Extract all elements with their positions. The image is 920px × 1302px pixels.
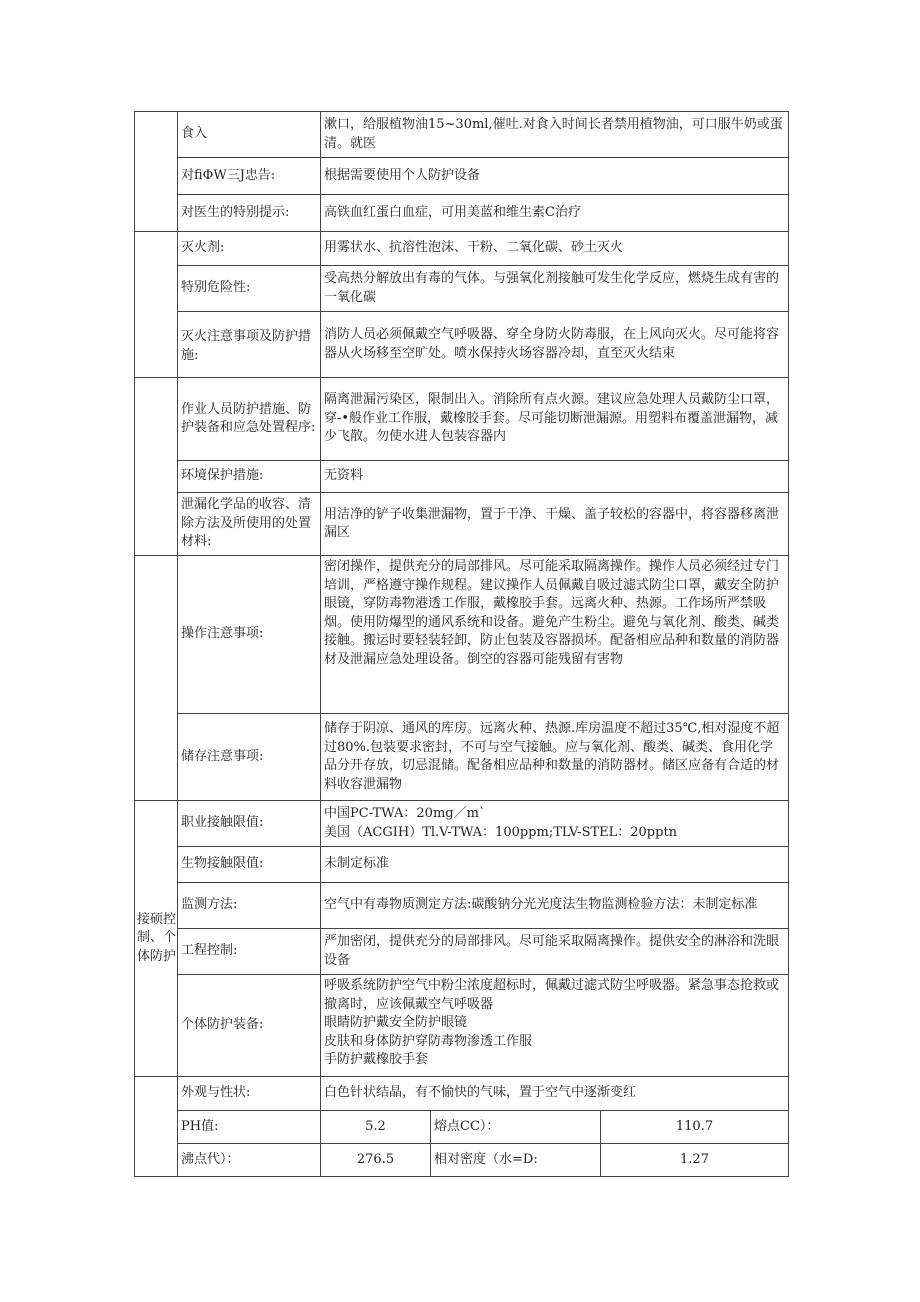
field-label: 对医生的特别提示: xyxy=(178,195,321,232)
section-physical-cell xyxy=(135,1077,178,1177)
table-row xyxy=(135,1077,789,1111)
section-handling-cell xyxy=(135,556,178,801)
msds-table xyxy=(134,111,789,1177)
value-line: 手防护戴橡胶手套 xyxy=(324,1052,429,1067)
field-label: 储存注意事项: xyxy=(178,714,321,801)
field-value: 密闭操作，提供充分的局部排风。尽可能采取隔离操作。操作人员必须经过专门培训，严格遵守操作规程。建议操作人员佩戴自吸过滤式防尘口罩，戴安全防护眼镜，穿防毒物港透工作服，戴橡胶手套。远离火种、热源。工作场所严禁吸烟。使用防爆型的通风系统和设备。避免产生粉尘。避免与氧化剂、酸类、碱类接触。搬运时要轻装轻卸，防止包装及容器损坏。配备相应品种和数量的消防器材及泄漏应急处理设备。倒空的容器可能残留有害物 xyxy=(321,556,789,714)
value-line: 呼吸系统防护空气中粉尘浓度超标时，佩戴过滤式防尘呼吸器。紧急事态抢救或撤离时，应该佩戴空气呼吸器 xyxy=(324,978,780,1012)
table-row xyxy=(135,801,789,847)
field-label: PH值: xyxy=(178,1111,321,1144)
melting-point-value: 110.7 xyxy=(601,1111,789,1144)
field-value: 空气中有毒物质测定方法:碳酸钠分光光度法生物监测检验方法：未制定标准 xyxy=(321,883,789,929)
section-exposure-title: 接硕控制、个体防护 xyxy=(137,911,177,964)
field-value: 无资料 xyxy=(321,461,789,493)
section-first-aid-cell xyxy=(135,112,178,232)
field-label: 环境保护措施: xyxy=(178,461,321,493)
field-label: 职业接触限值: xyxy=(178,801,321,847)
field-value xyxy=(321,801,789,847)
field-label: 操作注意事项: xyxy=(178,556,321,714)
field-value: 受高热分解放出有毒的气体。与强氧化剂接触可发生化学反应，燃烧生成有害的一氧化碳 xyxy=(321,266,789,312)
table-row xyxy=(135,883,789,929)
table-row xyxy=(135,232,789,266)
field-value: 严加密闭，提供充分的局部排风。尽可能采取隔离操作。提供安全的淋浴和洗眼设备 xyxy=(321,929,789,975)
table-row xyxy=(135,312,789,378)
section-fire-cell xyxy=(135,232,178,378)
field-label: 工程控制: xyxy=(178,929,321,975)
value-line: 皮肤和身体防护穿防毒物渗透工作服 xyxy=(324,1033,533,1049)
field-label: 生物接触限值: xyxy=(178,847,321,883)
field-value: 用雾状水、抗溶性泡沫、干粉、二氧化碳、砂土灭火 xyxy=(321,232,789,266)
section-leak-cell xyxy=(135,378,178,556)
field-label: 沸点代）： xyxy=(178,1144,321,1177)
value-line: 美国（ACGIH）Tl.V-TWA：100ppm;TLV-STEL：20pptn xyxy=(324,824,678,840)
table-row xyxy=(135,112,789,158)
table-row xyxy=(135,461,789,493)
field-value: 根据需要使用个人防护设备 xyxy=(321,158,789,195)
boiling-point-value: 276.5 xyxy=(321,1144,431,1177)
table-row xyxy=(135,847,789,883)
field-value xyxy=(321,975,789,1077)
field-value: 白色针状结晶，有不愉快的气味，置于空气中逐渐变红 xyxy=(321,1077,789,1111)
field-label: 熔点CC）： xyxy=(431,1111,601,1144)
table-row xyxy=(135,1111,789,1144)
section-exposure-cell xyxy=(135,801,178,1077)
field-value: 隔离泄漏污染区，限制出入。消除所有点火源。建议应急处理人员戴防尘口罩，穿-•般作业工作服，戴橡胶手套。尽可能切断泄漏源。用塑料布覆盖泄漏物，减少飞散。勿使水进人包装容器内 xyxy=(321,378,789,461)
field-label: 食入 xyxy=(178,112,321,158)
field-label: 个体防护装备: xyxy=(178,975,321,1077)
field-value: 高铁血红蛋白血症，可用美蓝和维生素C治疗 xyxy=(321,195,789,232)
table-row xyxy=(135,266,789,312)
table-row xyxy=(135,714,789,801)
table-row xyxy=(135,975,789,1077)
field-label: 特别危险性: xyxy=(178,266,321,312)
table-row xyxy=(135,493,789,556)
field-value: 消防人员必须佩戴空气呼吸器、穿全身防火防毒服，在上风向灭火。尽可能将容器从火场移至空旷处。喷水保持火场容器冷却，直至灭火结束 xyxy=(321,312,789,378)
field-label: 作业人员防护措施、防护装备和应急处置程序: xyxy=(178,378,321,461)
table-row xyxy=(135,556,789,714)
field-value: 未制定标准 xyxy=(321,847,789,883)
field-value: 储存于阴凉、通风的库房。远离火种、热源.库房温度不超过35℃,相对湿度不超过80%.包装要求密封，不可与空气接触。应与氧化剂、酸类、碱类、食用化学品分开存放，切忌混储。配备相应品种和数量的消防器材。储区应备有合适的材料收容泄漏物 xyxy=(321,714,789,801)
table-row xyxy=(135,378,789,461)
field-label: 对fiΦW三J忠告: xyxy=(178,158,321,195)
table-row xyxy=(135,195,789,232)
relative-density-value: 1.27 xyxy=(601,1144,789,1177)
field-label: 灭火剂: xyxy=(178,232,321,266)
field-value: 用洁净的铲子收集泄漏物，置于干净、干燥、盖子较松的容器中，将容器移离泄漏区 xyxy=(321,493,789,556)
field-label: 监测方法: xyxy=(178,883,321,929)
value-line: 眼睛防护戴安全防护眼镜 xyxy=(324,1015,468,1030)
field-label: 泄漏化学品的收容、清除方法及所使用的处置材料: xyxy=(178,493,321,556)
ph-value: 5.2 xyxy=(321,1111,431,1144)
value-line: 中国PC-TWA：20mg／m` xyxy=(324,806,486,821)
field-label: 相对密度（水=D: xyxy=(431,1144,601,1177)
field-label: 灭火注意事项及防护措施: xyxy=(178,312,321,378)
table-row xyxy=(135,158,789,195)
field-value: 漱口，给服植物油15~30ml,催吐.对食入时间长者禁用植物油，可口服牛奶或蛋清。就医 xyxy=(321,112,789,158)
table-row xyxy=(135,1144,789,1177)
field-label: 外观与性状: xyxy=(178,1077,321,1111)
table-row xyxy=(135,929,789,975)
